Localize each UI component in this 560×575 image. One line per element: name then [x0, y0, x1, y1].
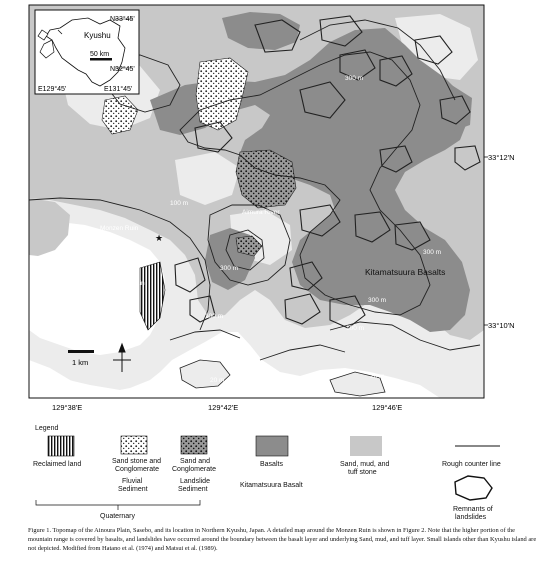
- place-label-ruin: Monzen Ruin: [100, 225, 139, 232]
- legend-swatch-sandmud: [350, 436, 382, 456]
- lon-label-left: 129°38'E: [52, 403, 83, 412]
- legend-swatch-remnants: [455, 476, 492, 500]
- star-icon: ★: [155, 233, 164, 243]
- legend-swatch-sandstone: [121, 436, 147, 454]
- legend-fluvial-line2: Sediment: [118, 486, 148, 493]
- legend-basalts-label: Basalts: [260, 461, 283, 468]
- legend-sandcong-line1: Sand and: [180, 458, 210, 465]
- elevation-label-100-lower: 100 m: [205, 313, 224, 320]
- lon-label-mid: 129°42'E: [208, 403, 239, 412]
- scale-bar: [68, 350, 94, 353]
- inset-lon-right: E131°45': [104, 86, 133, 93]
- legend-remnants-line2: landslides: [455, 514, 487, 521]
- elevation-label-20-bottom: 20 m: [210, 377, 225, 384]
- lat-label-top: 33°12'N: [488, 153, 515, 162]
- place-label-center: Aimura River: [242, 209, 280, 216]
- legend-landslide-line2: Sediment: [178, 486, 208, 493]
- place-label-plain: Ainoura Plain: [106, 280, 145, 287]
- elevation-label-100-center: 100 m: [170, 200, 189, 207]
- legend-sandstone-line2: Conglomerate: [115, 466, 159, 473]
- inset-lat-top: N33°45': [110, 16, 135, 23]
- legend-contour-label: Rough counter line: [442, 461, 501, 468]
- legend-sandmud-line1: Sand, mud, and: [340, 461, 390, 468]
- scale-bar-label: 1 km: [72, 358, 89, 367]
- legend-quaternary-label: Quaternary: [100, 513, 136, 520]
- legend-landslide-line1: Landslide: [180, 478, 210, 485]
- inset-lon-left: E129°45': [38, 86, 67, 93]
- inset-lat-bottom: N32°45': [110, 66, 135, 73]
- legend-swatch-sandcong: [181, 436, 207, 454]
- inset-scale-label: 50 km: [90, 51, 110, 58]
- elevation-label-20-right: 20 m: [370, 373, 385, 380]
- legend-fluvial-line1: Fluvial: [122, 478, 143, 485]
- elevation-label-300-top: 300 m: [345, 75, 364, 82]
- legend-swatch-reclaimed: [48, 436, 74, 456]
- legend-reclaimed-label: Reclaimed land: [33, 461, 82, 468]
- inset-region-label: Kyushu: [84, 31, 111, 40]
- legend-sandmud-line2: tuff stone: [348, 469, 377, 476]
- legend-kitamatsuura-label: Kitamatsuura Basalt: [240, 482, 303, 489]
- basalt-name-label: Kitamatsuura Basalts: [365, 267, 446, 277]
- lon-label-right: 129°46'E: [372, 403, 403, 412]
- legend: [33, 425, 501, 521]
- figure-caption: Figure 1. Topomap of the Ainoura Plain, Sasebo, and its location in Northern Kyushu, Japan. A detailed map around the Monzen Ruin is shown in Figure 2. Note that the higher portion of the mountain range is covered by basalts, and landslides have occurred around the boundary between the basalt layer and underlying Sand, mud, and tuff layer. Small islands other than Kyushu island are not depicted. Modified from Hatano et al. (1974) and Matsui et al. (1989).: [28, 527, 537, 552]
- elevation-label-100-right: 100 m: [346, 325, 365, 332]
- legend-sandcong-line2: Conglomerate: [172, 466, 216, 473]
- legend-sandstone-line1: Sand stone and: [112, 458, 162, 465]
- elevation-label-300-bottom: 300 m: [368, 297, 387, 304]
- lat-label-bottom: 33°10'N: [488, 321, 515, 330]
- legend-swatch-basalts: [256, 436, 288, 456]
- legend-title: Legend: [35, 425, 59, 432]
- legend-bracket: [36, 500, 200, 505]
- legend-remnants-line1: Remnants of: [453, 506, 493, 513]
- elevation-label-300-mid: 300 m: [220, 265, 239, 272]
- elevation-label-300-right: 300 m: [423, 249, 442, 256]
